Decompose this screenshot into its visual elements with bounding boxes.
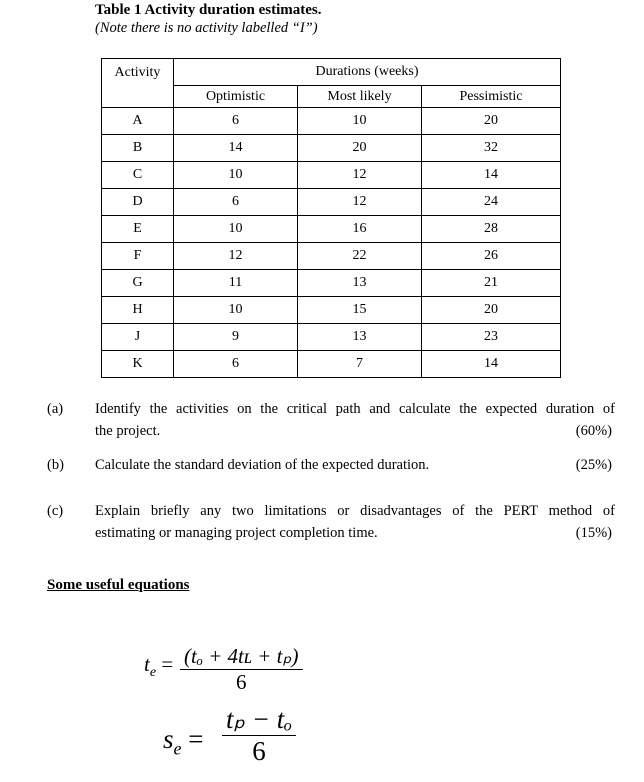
activity-cell: B [102,135,174,162]
pessimistic-cell: 14 [422,351,561,378]
question-a-text-2: the project. [95,423,161,439]
activity-cell: J [102,324,174,351]
se-lhs: $s_e$ = [163,724,204,759]
optimistic-cell: 11 [174,270,298,297]
optimistic-cell: 10 [174,162,298,189]
optimistic-cell: 9 [174,324,298,351]
most-likely-cell: 16 [298,216,422,243]
activity-cell: F [102,243,174,270]
most-likely-cell: 12 [298,189,422,216]
question-c-text-1: Explain briefly any two limitations or disadvantages of the PERT method of [95,503,615,519]
table-row [102,216,561,243]
activity-cell: E [102,216,174,243]
question-b-mark: (25%) [575,457,612,473]
pessimistic-cell: 32 [422,135,561,162]
table-row [102,270,561,297]
most-likely-cell: 13 [298,270,422,297]
optimistic-cell: 14 [174,135,298,162]
activity-cell: G [102,270,174,297]
question-c-label: (c) [47,503,64,519]
most-likely-cell: 15 [298,297,422,324]
se-fraction [222,704,296,767]
activity-table [101,58,561,378]
te-numerator: (tₒ + 4tʟ + tₚ) [180,644,303,670]
table-row [102,324,561,351]
pessimistic-cell: 21 [422,270,561,297]
question-c-text-2: estimating or managing project completion time. [95,525,378,541]
activity-cell: C [102,162,174,189]
durations-header: Durations (weeks) [174,59,561,86]
question-b-text: Calculate the standard deviation of the expected duration. [95,457,430,473]
activity-header: Activity [102,59,174,108]
table-row [102,108,561,135]
most-likely-cell: 7 [298,351,422,378]
activity-cell: D [102,189,174,216]
col-optimistic: Optimistic [174,86,298,108]
pessimistic-cell: 28 [422,216,561,243]
pessimistic-cell: 14 [422,162,561,189]
table-row [102,351,561,378]
se-denominator: 6 [252,736,266,766]
col-most-likely: Most likely [298,86,422,108]
te-lhs: $t_e$ = [144,652,174,681]
pessimistic-cell: 26 [422,243,561,270]
se-numerator: tₚ − tₒ [222,704,296,736]
most-likely-cell: 12 [298,162,422,189]
table-row [102,162,561,189]
question-c-mark: (15%) [575,525,612,541]
table-row [102,189,561,216]
most-likely-cell: 20 [298,135,422,162]
activity-cell: H [102,297,174,324]
activity-cell: K [102,351,174,378]
question-a-text-1: Identify the activities on the critical path and calculate the expected duration of [95,401,615,417]
most-likely-cell: 10 [298,108,422,135]
question-a-label: (a) [47,401,64,417]
te-fraction [180,644,303,695]
te-denominator: 6 [236,670,247,694]
table-row [102,297,561,324]
optimistic-cell: 10 [174,216,298,243]
optimistic-cell: 10 [174,297,298,324]
equations-heading: Some useful equations [47,577,190,593]
pessimistic-cell: 20 [422,297,561,324]
pessimistic-cell: 23 [422,324,561,351]
optimistic-cell: 6 [174,189,298,216]
pessimistic-cell: 24 [422,189,561,216]
table-row [102,243,561,270]
most-likely-cell: 22 [298,243,422,270]
table-title: Table 1 Activity duration estimates. [95,2,322,18]
activity-cell: A [102,108,174,135]
pessimistic-cell: 20 [422,108,561,135]
optimistic-cell: 12 [174,243,298,270]
optimistic-cell: 6 [174,351,298,378]
col-pessimistic: Pessimistic [422,86,561,108]
most-likely-cell: 13 [298,324,422,351]
table-row [102,135,561,162]
optimistic-cell: 6 [174,108,298,135]
question-b-label: (b) [47,457,64,473]
question-a-mark: (60%) [575,423,612,439]
table-note: (Note there is no activity labelled “I”) [95,20,318,36]
